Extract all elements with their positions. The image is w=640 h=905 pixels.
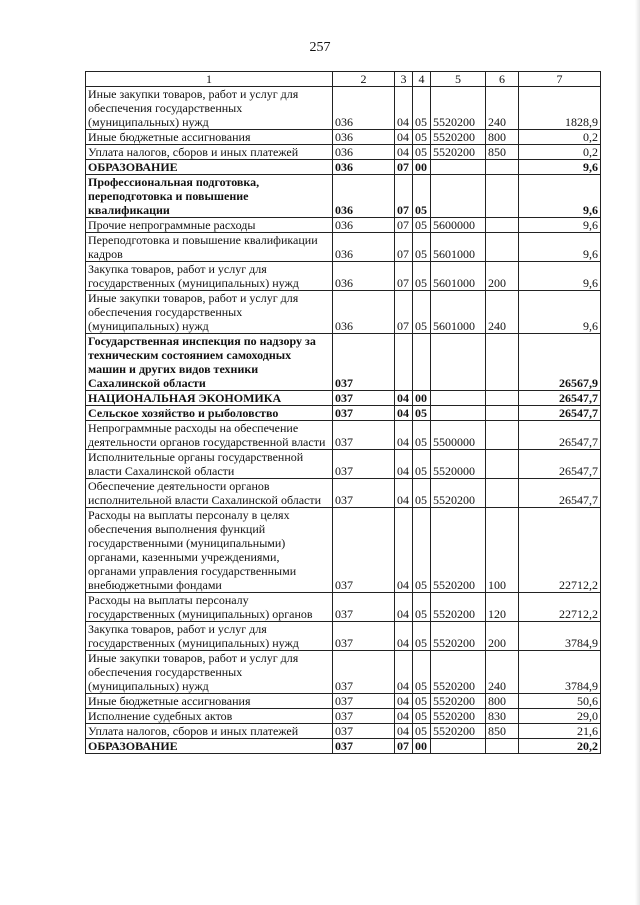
section-code-cell: 04 bbox=[395, 421, 413, 450]
amount-cell: 22712,2 bbox=[519, 508, 601, 593]
department-code-cell: 037 bbox=[333, 450, 395, 479]
table-row bbox=[86, 508, 601, 593]
table-row bbox=[86, 145, 601, 160]
table-row bbox=[86, 421, 601, 450]
amount-cell: 26547,7 bbox=[519, 421, 601, 450]
expense-type-cell bbox=[486, 160, 519, 175]
target-item-cell bbox=[431, 406, 486, 421]
amount-cell: 29,0 bbox=[519, 709, 601, 724]
row-name-cell: Иные закупки товаров, работ и услуг для обеспечения государственных (муниципальных) нужд bbox=[86, 291, 333, 334]
target-item-cell: 5600000 bbox=[431, 218, 486, 233]
table-row bbox=[86, 739, 601, 754]
target-item-cell: 5520200 bbox=[431, 694, 486, 709]
subsection-code-cell: 05 bbox=[413, 233, 431, 262]
section-code-cell: 04 bbox=[395, 593, 413, 622]
expense-type-cell: 800 bbox=[486, 130, 519, 145]
section-code-cell: 04 bbox=[395, 450, 413, 479]
subsection-code-cell: 05 bbox=[413, 421, 431, 450]
target-item-cell: 5520200 bbox=[431, 130, 486, 145]
department-code-cell: 036 bbox=[333, 130, 395, 145]
table-body bbox=[86, 87, 601, 754]
expense-type-cell: 120 bbox=[486, 593, 519, 622]
table-row bbox=[86, 406, 601, 421]
department-code-cell: 036 bbox=[333, 87, 395, 130]
row-name-cell: Расходы на выплаты персоналу государственных (муниципальных) органов bbox=[86, 593, 333, 622]
row-name-cell: Закупка товаров, работ и услуг для государственных (муниципальных) нужд bbox=[86, 622, 333, 651]
subsection-code-cell: 05 bbox=[413, 622, 431, 651]
section-code-cell bbox=[395, 334, 413, 391]
row-name-cell: ОБРАЗОВАНИЕ bbox=[86, 739, 333, 754]
target-item-cell: 5520000 bbox=[431, 450, 486, 479]
table-row bbox=[86, 175, 601, 218]
section-code-cell: 07 bbox=[395, 175, 413, 218]
section-code-cell: 04 bbox=[395, 391, 413, 406]
subsection-code-cell: 00 bbox=[413, 160, 431, 175]
amount-cell: 9,6 bbox=[519, 218, 601, 233]
expense-type-cell: 240 bbox=[486, 651, 519, 694]
expense-type-cell: 200 bbox=[486, 262, 519, 291]
page-number: 257 bbox=[309, 40, 331, 55]
table-row bbox=[86, 593, 601, 622]
row-name-cell: Сельское хозяйство и рыболовство bbox=[86, 406, 333, 421]
expense-type-cell: 100 bbox=[486, 508, 519, 593]
department-code-cell: 037 bbox=[333, 508, 395, 593]
section-code-cell: 04 bbox=[395, 694, 413, 709]
column-header: 5 bbox=[431, 72, 486, 87]
row-name-cell: Расходы на выплаты персоналу в целях обеспечения выполнения функций государственными (муниципальными) органами, казенными учреждениями, органами управления государственными внебюджетными фондами bbox=[86, 508, 333, 593]
section-code-cell: 04 bbox=[395, 145, 413, 160]
target-item-cell: 5500000 bbox=[431, 421, 486, 450]
amount-cell: 26547,7 bbox=[519, 479, 601, 508]
table-row bbox=[86, 694, 601, 709]
row-name-cell: Иные бюджетные ассигнования bbox=[86, 130, 333, 145]
subsection-code-cell: 05 bbox=[413, 406, 431, 421]
department-code-cell: 036 bbox=[333, 218, 395, 233]
section-code-cell: 07 bbox=[395, 262, 413, 291]
section-code-cell: 04 bbox=[395, 709, 413, 724]
amount-cell: 26567,9 bbox=[519, 334, 601, 391]
row-name-cell: Исполнение судебных актов bbox=[86, 709, 333, 724]
row-name-cell: Иные бюджетные ассигнования bbox=[86, 694, 333, 709]
table-row bbox=[86, 709, 601, 724]
table-row bbox=[86, 87, 601, 130]
department-code-cell: 036 bbox=[333, 233, 395, 262]
expense-type-cell bbox=[486, 406, 519, 421]
target-item-cell bbox=[431, 175, 486, 218]
amount-cell: 3784,9 bbox=[519, 622, 601, 651]
subsection-code-cell: 05 bbox=[413, 291, 431, 334]
department-code-cell: 037 bbox=[333, 421, 395, 450]
expense-type-cell: 200 bbox=[486, 622, 519, 651]
section-code-cell: 04 bbox=[395, 508, 413, 593]
table-row bbox=[86, 130, 601, 145]
section-code-cell: 07 bbox=[395, 291, 413, 334]
table-row bbox=[86, 233, 601, 262]
column-header: 7 bbox=[519, 72, 601, 87]
amount-cell: 20,2 bbox=[519, 739, 601, 754]
row-name-cell: Непрограммные расходы на обеспечение деятельности органов государственной власти bbox=[86, 421, 333, 450]
department-code-cell: 037 bbox=[333, 334, 395, 391]
department-code-cell: 037 bbox=[333, 479, 395, 508]
amount-cell: 9,6 bbox=[519, 160, 601, 175]
row-name-cell: Иные закупки товаров, работ и услуг для обеспечения государственных (муниципальных) нужд bbox=[86, 87, 333, 130]
amount-cell: 50,6 bbox=[519, 694, 601, 709]
table-row bbox=[86, 479, 601, 508]
department-code-cell: 037 bbox=[333, 406, 395, 421]
table-row bbox=[86, 724, 601, 739]
subsection-code-cell: 05 bbox=[413, 145, 431, 160]
table-row bbox=[86, 160, 601, 175]
expense-type-cell: 240 bbox=[486, 291, 519, 334]
table-row bbox=[86, 450, 601, 479]
department-code-cell: 037 bbox=[333, 739, 395, 754]
department-code-cell: 037 bbox=[333, 694, 395, 709]
row-name-cell: Уплата налогов, сборов и иных платежей bbox=[86, 145, 333, 160]
row-name-cell: Переподготовка и повышение квалификации кадров bbox=[86, 233, 333, 262]
department-code-cell: 036 bbox=[333, 145, 395, 160]
row-name-cell: ОБРАЗОВАНИЕ bbox=[86, 160, 333, 175]
amount-cell: 9,6 bbox=[519, 175, 601, 218]
column-header: 1 bbox=[86, 72, 333, 87]
amount-cell: 0,2 bbox=[519, 130, 601, 145]
amount-cell: 0,2 bbox=[519, 145, 601, 160]
row-name-cell: Уплата налогов, сборов и иных платежей bbox=[86, 724, 333, 739]
subsection-code-cell: 05 bbox=[413, 651, 431, 694]
row-name-cell: Исполнительные органы государственной власти Сахалинской области bbox=[86, 450, 333, 479]
department-code-cell: 036 bbox=[333, 262, 395, 291]
column-header: 3 bbox=[395, 72, 413, 87]
section-code-cell: 07 bbox=[395, 218, 413, 233]
target-item-cell: 5601000 bbox=[431, 262, 486, 291]
section-code-cell: 04 bbox=[395, 651, 413, 694]
target-item-cell bbox=[431, 334, 486, 391]
department-code-cell: 037 bbox=[333, 724, 395, 739]
department-code-cell: 037 bbox=[333, 651, 395, 694]
budget-table bbox=[85, 71, 601, 754]
section-code-cell: 04 bbox=[395, 724, 413, 739]
target-item-cell bbox=[431, 160, 486, 175]
expense-type-cell bbox=[486, 479, 519, 508]
target-item-cell: 5520200 bbox=[431, 87, 486, 130]
expense-type-cell bbox=[486, 391, 519, 406]
section-code-cell: 07 bbox=[395, 233, 413, 262]
row-name-cell: Профессиональная подготовка, переподготовка и повышение квалификации bbox=[86, 175, 333, 218]
section-code-cell: 07 bbox=[395, 160, 413, 175]
amount-cell: 1828,9 bbox=[519, 87, 601, 130]
row-name-cell: Иные закупки товаров, работ и услуг для обеспечения государственных (муниципальных) нужд bbox=[86, 651, 333, 694]
subsection-code-cell: 05 bbox=[413, 479, 431, 508]
target-item-cell: 5520200 bbox=[431, 651, 486, 694]
table-row bbox=[86, 334, 601, 391]
expense-type-cell bbox=[486, 233, 519, 262]
subsection-code-cell: 05 bbox=[413, 709, 431, 724]
target-item-cell: 5520200 bbox=[431, 593, 486, 622]
subsection-code-cell: 05 bbox=[413, 508, 431, 593]
table-row bbox=[86, 262, 601, 291]
department-code-cell: 037 bbox=[333, 391, 395, 406]
target-item-cell bbox=[431, 739, 486, 754]
amount-cell: 9,6 bbox=[519, 262, 601, 291]
subsection-code-cell bbox=[413, 334, 431, 391]
target-item-cell: 5520200 bbox=[431, 479, 486, 508]
expense-type-cell: 830 bbox=[486, 709, 519, 724]
subsection-code-cell: 05 bbox=[413, 262, 431, 291]
department-code-cell: 036 bbox=[333, 175, 395, 218]
expense-type-cell bbox=[486, 175, 519, 218]
row-name-cell: НАЦИОНАЛЬНАЯ ЭКОНОМИКА bbox=[86, 391, 333, 406]
subsection-code-cell: 05 bbox=[413, 130, 431, 145]
amount-cell: 3784,9 bbox=[519, 651, 601, 694]
subsection-code-cell: 05 bbox=[413, 218, 431, 233]
department-code-cell: 037 bbox=[333, 709, 395, 724]
target-item-cell: 5520200 bbox=[431, 145, 486, 160]
amount-cell: 26547,7 bbox=[519, 450, 601, 479]
section-code-cell: 04 bbox=[395, 479, 413, 508]
amount-cell: 21,6 bbox=[519, 724, 601, 739]
subsection-code-cell: 00 bbox=[413, 739, 431, 754]
scan-edge-shadow bbox=[635, 0, 640, 905]
department-code-cell: 036 bbox=[333, 160, 395, 175]
target-item-cell: 5601000 bbox=[431, 291, 486, 334]
amount-cell: 9,6 bbox=[519, 291, 601, 334]
target-item-cell: 5601000 bbox=[431, 233, 486, 262]
target-item-cell: 5520200 bbox=[431, 709, 486, 724]
expense-type-cell bbox=[486, 739, 519, 754]
department-code-cell: 037 bbox=[333, 593, 395, 622]
section-code-cell: 07 bbox=[395, 739, 413, 754]
amount-cell: 26547,7 bbox=[519, 406, 601, 421]
expense-type-cell bbox=[486, 218, 519, 233]
target-item-cell: 5520200 bbox=[431, 622, 486, 651]
section-code-cell: 04 bbox=[395, 406, 413, 421]
row-name-cell: Закупка товаров, работ и услуг для государственных (муниципальных) нужд bbox=[86, 262, 333, 291]
expense-type-cell: 850 bbox=[486, 145, 519, 160]
table-header-row bbox=[86, 72, 601, 87]
expense-type-cell: 850 bbox=[486, 724, 519, 739]
section-code-cell: 04 bbox=[395, 130, 413, 145]
row-name-cell: Обеспечение деятельности органов исполнительной власти Сахалинской области bbox=[86, 479, 333, 508]
subsection-code-cell: 00 bbox=[413, 391, 431, 406]
table-row bbox=[86, 218, 601, 233]
subsection-code-cell: 05 bbox=[413, 175, 431, 218]
row-name-cell: Государственная инспекция по надзору за техническим состоянием самоходных машин и других видов техники Сахалинской области bbox=[86, 334, 333, 391]
expense-type-cell: 800 bbox=[486, 694, 519, 709]
column-header: 2 bbox=[333, 72, 395, 87]
subsection-code-cell: 05 bbox=[413, 593, 431, 622]
expense-type-cell bbox=[486, 334, 519, 391]
expense-type-cell bbox=[486, 450, 519, 479]
subsection-code-cell: 05 bbox=[413, 87, 431, 130]
expense-type-cell: 240 bbox=[486, 87, 519, 130]
table-row bbox=[86, 291, 601, 334]
target-item-cell: 5520200 bbox=[431, 508, 486, 593]
amount-cell: 22712,2 bbox=[519, 593, 601, 622]
target-item-cell: 5520200 bbox=[431, 724, 486, 739]
subsection-code-cell: 05 bbox=[413, 724, 431, 739]
department-code-cell: 036 bbox=[333, 291, 395, 334]
section-code-cell: 04 bbox=[395, 87, 413, 130]
section-code-cell: 04 bbox=[395, 622, 413, 651]
target-item-cell bbox=[431, 391, 486, 406]
department-code-cell: 037 bbox=[333, 622, 395, 651]
amount-cell: 26547,7 bbox=[519, 391, 601, 406]
table-row bbox=[86, 651, 601, 694]
subsection-code-cell: 05 bbox=[413, 694, 431, 709]
column-header: 6 bbox=[486, 72, 519, 87]
table-row bbox=[86, 391, 601, 406]
amount-cell: 9,6 bbox=[519, 233, 601, 262]
subsection-code-cell: 05 bbox=[413, 450, 431, 479]
column-header: 4 bbox=[413, 72, 431, 87]
expense-type-cell bbox=[486, 421, 519, 450]
row-name-cell: Прочие непрограммные расходы bbox=[86, 218, 333, 233]
table-row bbox=[86, 622, 601, 651]
